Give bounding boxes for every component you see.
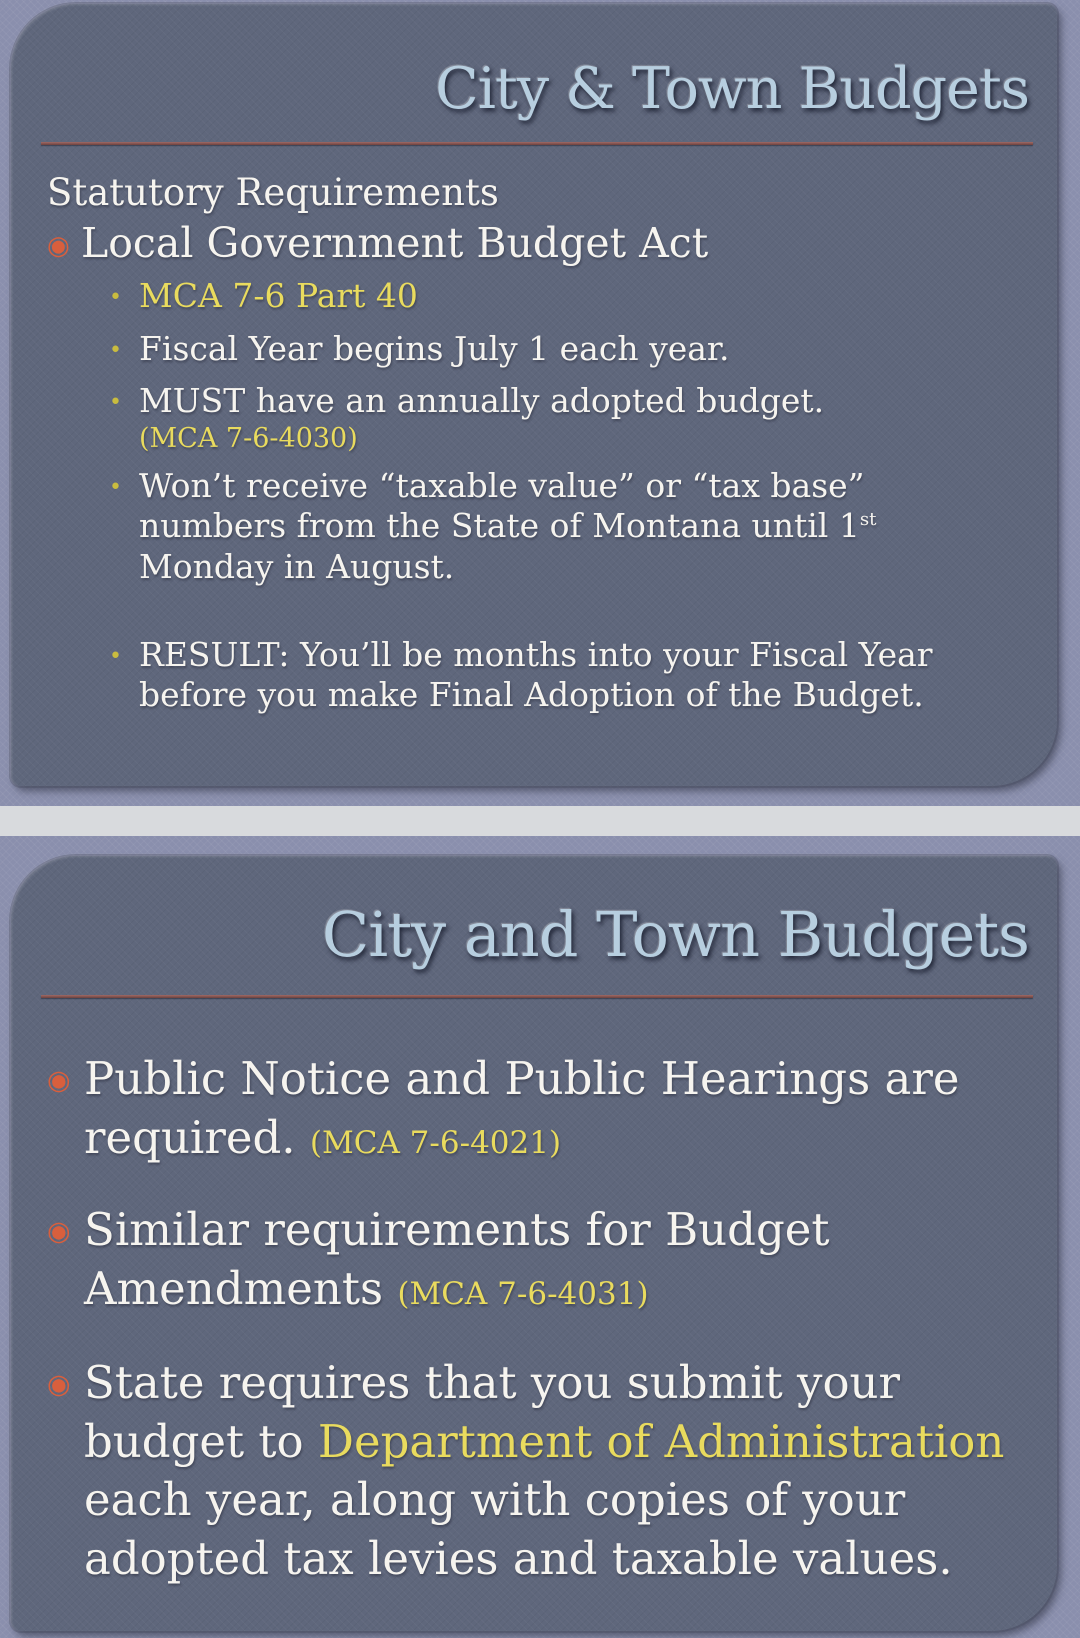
slide-2-body [11, 998, 1057, 1588]
text-segment: Won’t receive “taxable value” or “tax base” numbers from the State of Montana until 1 [139, 466, 865, 546]
slide-1-title: City & Town Budgets [435, 56, 1029, 122]
text-segment: Public Notice and Public Hearings are required. [84, 1052, 960, 1164]
highlighted-text: Department of Administration [317, 1414, 1005, 1468]
slide-2-title: City and Town Budgets [321, 898, 1029, 971]
list-item-label: MCA 7-6 Part 40 [139, 276, 418, 316]
blank-line-spacer [47, 587, 1031, 635]
list-item-label: MUST have an annually adopted budget. [139, 380, 825, 420]
target-bullet-icon: ◉ [47, 1216, 71, 1248]
text-segment: State requires that you submit your budget to [84, 1356, 901, 1468]
list-item [47, 329, 1031, 369]
list-item-label: RESULT: You’ll be months into your Fiscal Year before you make Final Adoption of the Budget. [139, 634, 933, 715]
list-item [47, 1354, 1031, 1588]
list-item [47, 1050, 1031, 1167]
dot-bullet-icon: • [109, 475, 122, 501]
ordinal-superscript: st [859, 509, 877, 531]
text-segment: Monday in August. [139, 546, 455, 586]
target-bullet-icon: ◉ [47, 1065, 71, 1097]
dot-bullet-icon: • [109, 389, 122, 415]
text-segment: Similar requirements for Budget Amendments [84, 1203, 830, 1315]
slide-2-panel [11, 856, 1057, 1631]
statutory-requirements-heading: Statutory Requirements [47, 170, 499, 214]
list-item [47, 635, 1031, 716]
mca-citation: (MCA 7-6-4031) [397, 1275, 649, 1312]
list-item-label [84, 1050, 1014, 1167]
slide-1-body [11, 145, 1057, 716]
dot-bullet-icon: • [109, 337, 122, 363]
list-item [47, 381, 1031, 421]
slide-1-panel [11, 4, 1057, 786]
list-item [47, 1201, 1031, 1318]
list-item-label: Fiscal Year begins July 1 each year. [139, 328, 730, 368]
list-item-label [84, 1354, 1014, 1588]
mca-citation: (MCA 7-6-4021) [309, 1124, 562, 1161]
target-bullet-icon: ◉ [47, 1369, 71, 1401]
text-segment: each year, along with copies of your adopted tax levies and taxable values. [84, 1473, 953, 1585]
list-item-label [84, 1201, 1014, 1318]
list-item [47, 276, 1031, 316]
target-bullet-icon: ◉ [47, 231, 70, 262]
list-item-label: Local Government Budget Act [81, 219, 709, 268]
dot-bullet-icon: • [109, 643, 122, 669]
slide-1 [0, 0, 1080, 806]
list-item [47, 466, 1031, 587]
list-item-label [139, 466, 1019, 587]
slide-separator-band [0, 806, 1080, 836]
dot-bullet-icon: • [109, 285, 122, 311]
slide-2 [0, 836, 1080, 1638]
mca-citation: (MCA 7-6-4030) [139, 423, 358, 455]
list-item [47, 219, 1031, 268]
